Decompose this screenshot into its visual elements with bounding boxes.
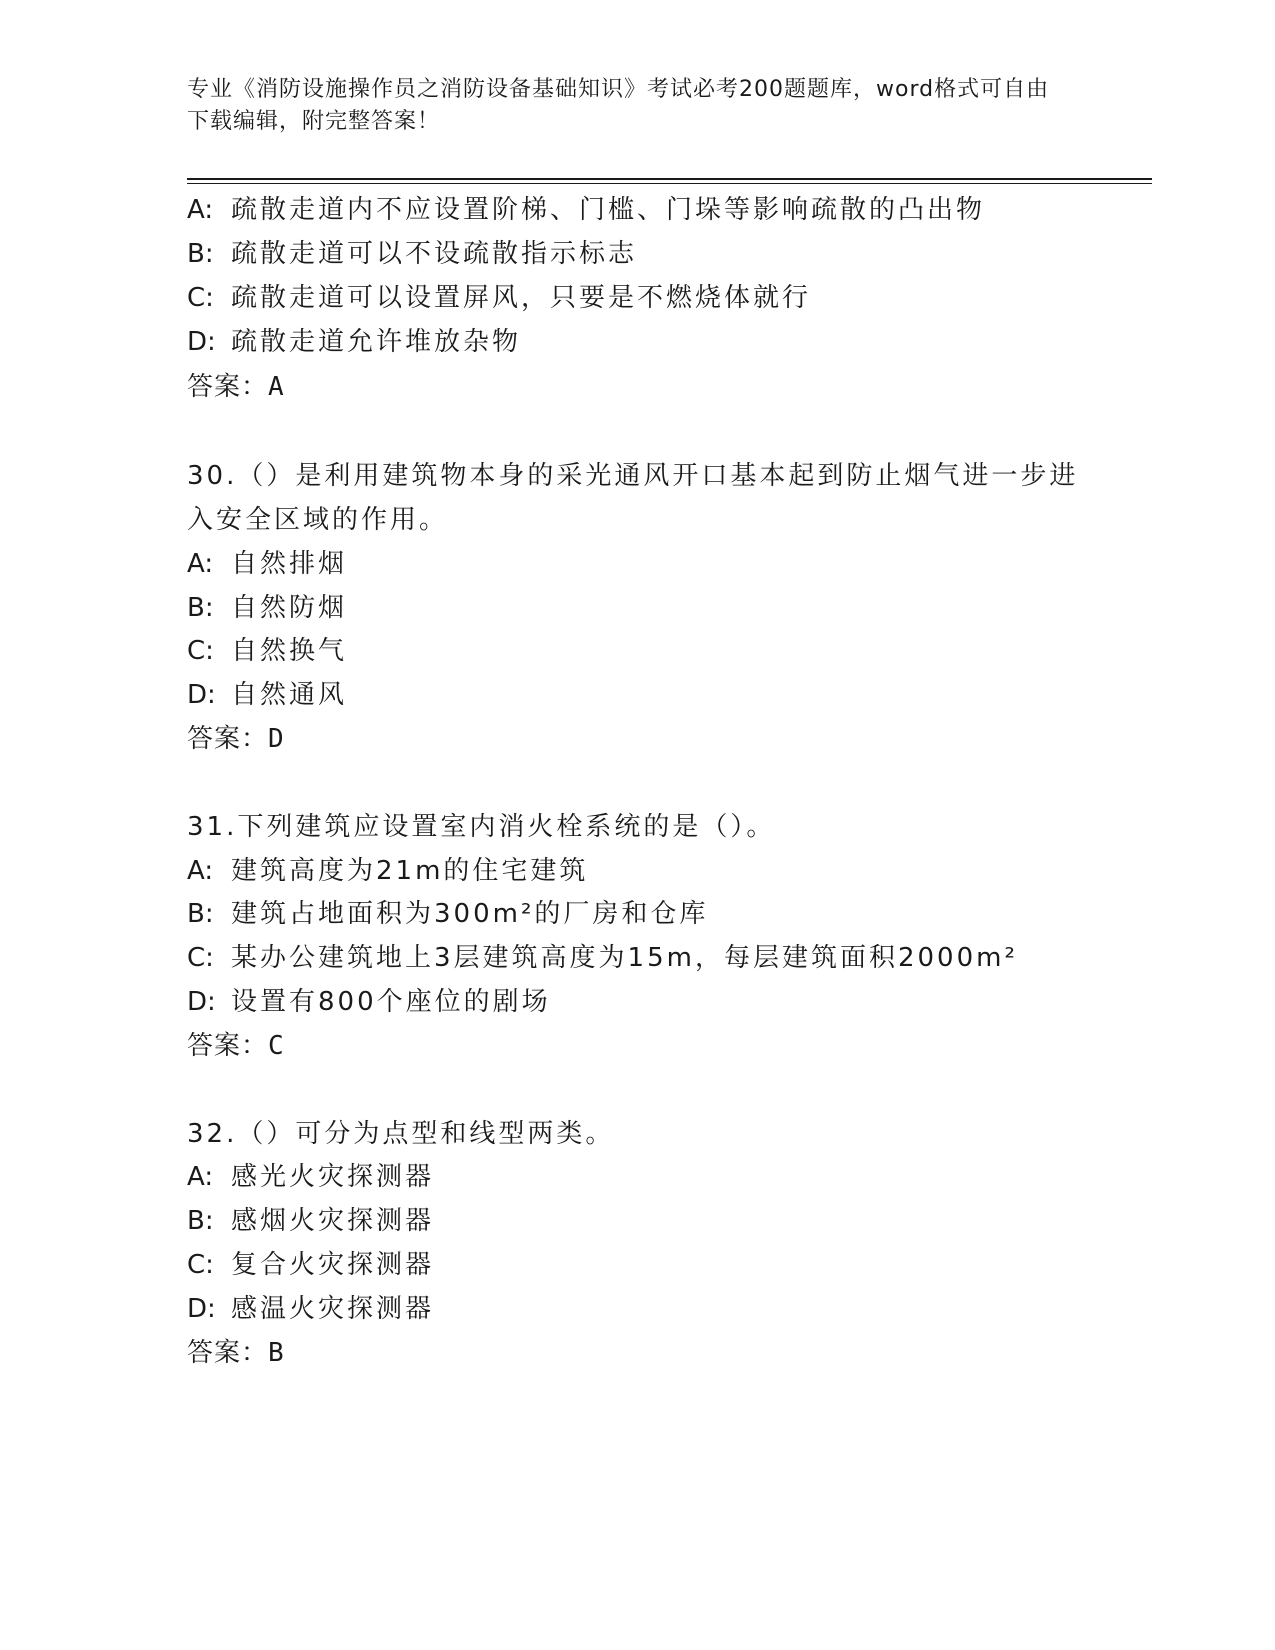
q31-stem-line-1: 31.下列建筑应设置室内消火栓系统的是（）。 bbox=[187, 812, 776, 842]
answer-label: 答案： bbox=[187, 724, 269, 754]
q32-option-b bbox=[187, 1204, 434, 1238]
option-text: 自然防烟 bbox=[231, 593, 348, 623]
q30-stem-line-1: 30.（）是利用建筑物本身的采光通风开口基本起到防止烟气进一步进 bbox=[187, 461, 1079, 491]
answer-label: 答案： bbox=[187, 372, 269, 402]
q29-option-c bbox=[187, 281, 811, 315]
q30-option-c bbox=[187, 634, 347, 668]
option-letter: B: bbox=[187, 899, 214, 929]
option-text: 建筑占地面积为300m²的厂房和仓库 bbox=[231, 899, 709, 929]
option-text: 疏散走道允许堆放杂物 bbox=[231, 327, 522, 357]
option-letter: A: bbox=[187, 856, 214, 886]
option-text: 设置有800个座位的剧场 bbox=[231, 987, 551, 1017]
q30-answer bbox=[187, 722, 285, 756]
option-text: 疏散走道内不应设置阶梯、门槛、门垛等影响疏散的凸出物 bbox=[231, 195, 986, 225]
answer-key: B bbox=[268, 1338, 285, 1368]
option-letter: C: bbox=[187, 1250, 214, 1280]
answer-key: D bbox=[268, 724, 285, 754]
option-text: 自然通风 bbox=[231, 680, 348, 710]
option-text: 感温火灾探测器 bbox=[231, 1294, 435, 1324]
option-text: 自然排烟 bbox=[231, 549, 348, 579]
q32-option-c bbox=[187, 1248, 434, 1282]
q32-stem-line-1: 32.（）可分为点型和线型两类。 bbox=[187, 1119, 615, 1149]
option-letter: D: bbox=[187, 327, 216, 357]
q29-option-b bbox=[187, 237, 637, 271]
q29-answer bbox=[187, 370, 285, 404]
q30-option-d bbox=[187, 678, 347, 712]
option-letter: C: bbox=[187, 283, 214, 313]
option-text: 复合火灾探测器 bbox=[231, 1250, 435, 1280]
option-letter: D: bbox=[187, 1294, 216, 1324]
document-header: 专业《消防设施操作员之消防设备基础知识》考试必考200题题库，word格式可自由下载编辑，附完整答案！ bbox=[187, 77, 1050, 134]
option-letter: D: bbox=[187, 680, 216, 710]
option-text: 自然换气 bbox=[231, 636, 348, 666]
option-letter: A: bbox=[187, 1162, 214, 1192]
q32-option-d bbox=[187, 1292, 434, 1326]
option-letter: C: bbox=[187, 943, 214, 973]
option-text: 感光火灾探测器 bbox=[231, 1162, 435, 1192]
option-text: 建筑高度为21m的住宅建筑 bbox=[231, 856, 589, 886]
option-text: 感烟火灾探测器 bbox=[231, 1206, 435, 1236]
option-letter: C: bbox=[187, 636, 214, 666]
q30-stem-line-2: 入安全区域的作用。 bbox=[187, 505, 449, 535]
answer-label: 答案： bbox=[187, 1338, 269, 1368]
q31-option-b bbox=[187, 897, 708, 931]
answer-key: C bbox=[268, 1031, 285, 1061]
option-text: 某办公建筑地上3层建筑高度为15m，每层建筑面积2000m² bbox=[231, 943, 1018, 973]
option-letter: B: bbox=[187, 1206, 214, 1236]
option-letter: B: bbox=[187, 239, 214, 269]
q30-option-a bbox=[187, 547, 347, 581]
option-letter: A: bbox=[187, 195, 214, 225]
q31-answer bbox=[187, 1029, 285, 1063]
q31-option-a bbox=[187, 854, 588, 888]
q30-option-b bbox=[187, 591, 347, 625]
option-letter: D: bbox=[187, 987, 216, 1017]
q31-option-d bbox=[187, 985, 551, 1019]
header-divider-thick bbox=[187, 178, 1152, 180]
q32-answer bbox=[187, 1336, 285, 1370]
q29-option-d bbox=[187, 325, 521, 359]
option-letter: A: bbox=[187, 549, 214, 579]
q29-option-a bbox=[187, 193, 985, 227]
option-letter: B: bbox=[187, 593, 214, 623]
q31-option-c bbox=[187, 941, 1018, 975]
option-text: 疏散走道可以设置屏风，只要是不燃烧体就行 bbox=[231, 283, 812, 313]
q32-option-a bbox=[187, 1160, 434, 1194]
header-divider-thin bbox=[187, 183, 1152, 184]
answer-key: A bbox=[268, 372, 285, 402]
answer-label: 答案： bbox=[187, 1031, 269, 1061]
option-text: 疏散走道可以不设疏散指示标志 bbox=[231, 239, 638, 269]
